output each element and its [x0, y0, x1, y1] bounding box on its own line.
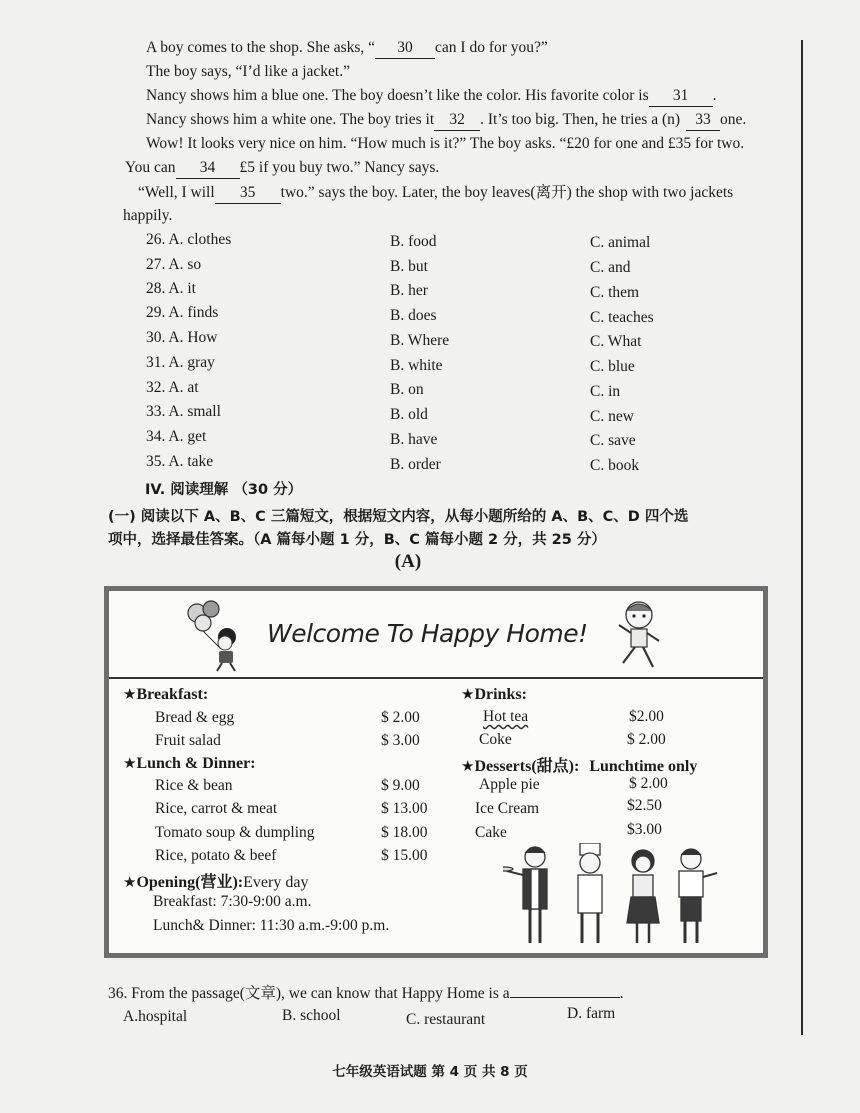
passage-line-4	[146, 110, 746, 131]
menu-item-name: Apple pie	[479, 776, 540, 793]
opening-heading-text: Opening(营业):	[136, 874, 244, 891]
waiters-illustration-icon	[503, 843, 721, 947]
menu-item-price: $ 9.00	[381, 777, 420, 794]
passage-text: Nancy shows him a white one. The boy tries it	[146, 111, 435, 128]
breakfast-heading	[123, 685, 208, 704]
desserts-heading-text: Desserts(甜点):	[474, 758, 580, 775]
passage-line-5: Wow! It looks very nice on him. “How much is it?” The boy asks. “£20 for one and £35 for two.	[146, 135, 745, 152]
menu-item-price: $ 2.00	[629, 775, 668, 792]
opening-days: Every day	[243, 874, 309, 891]
menu-item-name: Tomato soup & dumpling	[155, 824, 315, 841]
menu-item-name: Cake	[475, 824, 507, 841]
menu-item-name: Coke	[479, 731, 512, 748]
answer-blank-36[interactable]	[510, 997, 620, 998]
option-26-c[interactable]: C. animal	[590, 234, 651, 251]
passage-line-8: happily.	[123, 207, 173, 224]
section-instructions-1: (一) 阅读以下 A、B、C 三篇短文，根据短文内容，从每小题所给的 A、B、C、D 四个选	[108, 509, 689, 525]
option-35-c[interactable]: C. book	[590, 457, 640, 474]
passage-text: Nancy shows him a blue one. The boy doesn’t like the color. His favorite color is	[146, 87, 649, 104]
menu-item-price: $ 13.00	[381, 800, 428, 817]
passage-text: A boy comes to the shop. She asks, “	[146, 39, 376, 56]
option-32-a[interactable]: 32. A. at	[146, 379, 199, 396]
passage-line-6	[125, 158, 439, 179]
passage-line-3	[146, 86, 717, 107]
passage-text: £5 if you buy two.” Nancy says.	[239, 159, 440, 176]
option-36-b[interactable]: B. school	[282, 1007, 341, 1024]
option-29-b[interactable]: B. does	[390, 307, 437, 324]
menu-item-name: Rice & bean	[155, 777, 233, 794]
option-30-b[interactable]: B. Where	[390, 332, 450, 349]
option-32-c[interactable]: C. in	[590, 383, 621, 400]
star-icon: ★	[461, 757, 475, 775]
option-28-c[interactable]: C. them	[590, 284, 640, 301]
passage-text: “Well, I will	[138, 184, 215, 201]
balloon-kid-icon	[181, 597, 253, 673]
star-icon: ★	[123, 685, 137, 703]
menu-item-name: Hot tea	[483, 708, 529, 725]
passage-text: .	[712, 87, 717, 104]
option-30-a[interactable]: 30. A. How	[146, 329, 218, 346]
option-33-a[interactable]: 33. A. small	[146, 403, 221, 420]
menu-title: Welcome To Happy Home!	[267, 619, 588, 648]
option-31-c[interactable]: C. blue	[590, 358, 635, 375]
blank-35: 35	[215, 183, 281, 204]
option-35-b[interactable]: B. order	[390, 456, 441, 473]
menu-item-price: $ 3.00	[381, 732, 420, 749]
option-30-c[interactable]: C. What	[590, 333, 642, 350]
desserts-note: Lunchtime only	[589, 758, 698, 775]
menu-item-price: $2.50	[627, 797, 662, 814]
option-31-b[interactable]: B. white	[390, 357, 443, 374]
passage-label: (A)	[394, 551, 422, 572]
option-26-b[interactable]: B. food	[390, 233, 437, 250]
option-36-d[interactable]: D. farm	[567, 1005, 616, 1022]
passage-line-7	[138, 183, 733, 204]
option-36-c[interactable]: C. restaurant	[406, 1011, 486, 1028]
running-kid-icon	[609, 597, 669, 675]
passage-text: . It’s too big. Then, he tries a (n)	[480, 111, 681, 128]
blank-30: 30	[375, 38, 435, 59]
menu-divider	[109, 677, 763, 679]
menu-item-name: Bread & egg	[155, 709, 235, 726]
option-29-c[interactable]: C. teaches	[590, 309, 654, 326]
menu-item-price: $ 15.00	[381, 847, 428, 864]
passage-text: two.” says the boy. Later, the boy leaves(离开) the shop with two jackets	[280, 184, 734, 201]
option-27-b[interactable]: B. but	[390, 258, 428, 275]
option-34-c[interactable]: C. save	[590, 432, 636, 449]
option-33-c[interactable]: C. new	[590, 408, 634, 425]
blank-33: 33	[686, 110, 720, 131]
opening-breakfast-hours: Breakfast: 7:30-9:00 a.m.	[153, 893, 312, 910]
menu-item-name: Fruit salad	[155, 732, 221, 749]
star-icon: ★	[461, 685, 475, 703]
menu-item-name: Ice Cream	[475, 800, 540, 817]
option-29-a[interactable]: 29. A. finds	[146, 304, 219, 321]
menu-item-name: Rice, carrot & meat	[155, 800, 278, 817]
section-heading: IV. 阅读理解 （30 分）	[145, 482, 303, 498]
lunch-dinner-heading-text: Lunch & Dinner:	[136, 755, 256, 772]
drinks-heading	[461, 685, 527, 704]
menu-item-price: $ 2.00	[627, 731, 666, 748]
option-36-a[interactable]: A.hospital	[123, 1008, 188, 1025]
drinks-heading-text: Drinks:	[474, 686, 527, 703]
menu-item-price: $3.00	[627, 821, 662, 838]
option-32-b[interactable]: B. on	[390, 381, 424, 398]
restaurant-menu	[104, 586, 768, 958]
option-26-a[interactable]: 26. A. clothes	[146, 231, 232, 248]
opening-lunch-hours: Lunch& Dinner: 11:30 a.m.-9:00 p.m.	[153, 917, 390, 934]
blank-34: 34	[176, 158, 240, 179]
star-icon: ★	[123, 754, 137, 772]
passage-text: can I do for you?”	[435, 39, 548, 56]
option-34-a[interactable]: 34. A. get	[146, 428, 207, 445]
option-31-a[interactable]: 31. A. gray	[146, 354, 215, 371]
breakfast-heading-text: Breakfast:	[136, 686, 209, 703]
margin-rule	[801, 40, 803, 1035]
lunch-dinner-heading	[123, 754, 256, 773]
blank-31: 31	[649, 86, 713, 107]
menu-item-price: $ 2.00	[381, 709, 420, 726]
passage-line-1	[146, 38, 548, 59]
blank-32: 32	[434, 110, 480, 131]
option-35-a[interactable]: 35. A. take	[146, 453, 214, 470]
menu-item-price: $ 18.00	[381, 824, 428, 841]
option-28-b[interactable]: B. her	[390, 282, 428, 299]
option-27-c[interactable]: C. and	[590, 259, 631, 276]
option-27-a[interactable]: 27. A. so	[146, 256, 202, 273]
menu-item-name: Rice, potato & beef	[155, 847, 277, 864]
passage-line-2: The boy says, “I’d like a jacket.”	[146, 63, 350, 80]
option-33-b[interactable]: B. old	[390, 406, 428, 423]
passage-text: You can	[125, 159, 176, 176]
section-instructions-2: 项中，选择最佳答案。（A 篇每小题 1 分，B、C 篇每小题 2 分，共 25 分）	[108, 532, 606, 548]
question-36	[108, 984, 624, 1004]
page-footer: 七年级英语试题 第 4 页 共 8 页	[332, 1064, 528, 1080]
option-28-a[interactable]: 28. A. it	[146, 280, 196, 297]
opening-heading	[123, 869, 308, 892]
menu-item-price: $2.00	[629, 708, 664, 725]
desserts-heading	[461, 753, 697, 776]
star-icon: ★	[123, 873, 137, 891]
passage-text: one.	[720, 111, 747, 128]
question-36-stem: 36. From the passage(文章), we can know that Happy Home is a	[108, 985, 510, 1002]
option-34-b[interactable]: B. have	[390, 431, 438, 448]
question-36-end: .	[619, 985, 624, 1002]
